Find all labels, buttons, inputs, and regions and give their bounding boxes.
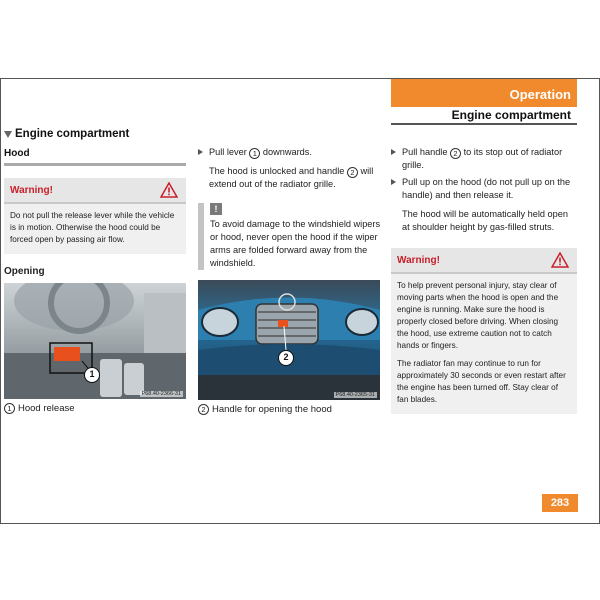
- warning-label: Warning!: [10, 184, 53, 196]
- hood-subtitle: Hood: [4, 148, 186, 166]
- exclamation-icon: !: [210, 203, 222, 215]
- right-column: [391, 146, 577, 414]
- callout-1: 1: [84, 367, 100, 383]
- bullet-text: [209, 146, 312, 159]
- instruction-bullet: [198, 146, 382, 159]
- callout-2: 2: [278, 350, 294, 366]
- warning-text: [391, 274, 577, 414]
- chapter-tab: Operation: [391, 79, 577, 107]
- warning-box-left: [4, 178, 186, 254]
- inline-number: 2: [347, 167, 358, 178]
- warning-paragraph: The radiator fan may continue to run for approximately 30 seconds or even restart after the engine has been turned off. Stay clear of fan blades.: [397, 359, 566, 404]
- warning-header: [391, 248, 577, 274]
- bullet-text-part: to its stop out of radiator grille.: [402, 147, 563, 170]
- hood-release-caption: [4, 403, 186, 414]
- warning-box-right: [391, 248, 577, 414]
- section-title-text: Engine compartment: [15, 128, 130, 140]
- instruction-bullet: [391, 176, 577, 202]
- caption-text: Hood release: [18, 403, 75, 414]
- photo-code: P68.40-2366-31: [141, 391, 181, 397]
- opening-title: Opening: [4, 266, 45, 277]
- warning-triangle-icon: [160, 182, 178, 198]
- section-header: Engine compartment: [391, 108, 577, 125]
- inline-number: 2: [450, 148, 461, 159]
- section-title: [4, 128, 186, 140]
- car-front-illustration: [198, 280, 380, 400]
- para-text-part: will extend out of the radiator grille.: [209, 166, 374, 189]
- warning-paragraph: Do not pull the release lever while the vehicle is in motion. Otherwise the hood could be forced open by passing air flow.: [10, 211, 175, 244]
- instruction-bullet: [391, 146, 577, 172]
- bullet-text: [402, 146, 577, 172]
- caption-text: Handle for opening the hood: [212, 404, 332, 415]
- bullet-arrow-icon: [391, 179, 396, 185]
- note-box: [198, 203, 382, 270]
- triangle-down-icon: [4, 131, 12, 138]
- warning-paragraph: To help prevent personal injury, stay clear of moving parts when the hood is open and the engine is running. Make sure the hood is properly closed before driving. When closing the hood, use extreme caution not to catch hands or fingers.: [397, 281, 559, 350]
- warning-text: [4, 204, 186, 254]
- caption-number: 2: [198, 404, 209, 415]
- note-text: To avoid damage to the windshield wipers or hood, never open the hood if the wiper arms are folded forward away from the windshield.: [210, 219, 381, 268]
- middle-column: [198, 146, 382, 415]
- bullet-arrow-icon: [391, 149, 396, 155]
- para-text-part: The hood is unlocked and handle: [209, 166, 347, 176]
- hood-handle-caption: [198, 404, 382, 415]
- bullet-text-part: downwards.: [260, 147, 312, 157]
- warning-label: Warning!: [397, 254, 440, 266]
- bullet-text-part: Pull handle: [402, 147, 451, 157]
- photo-code: P68.40-2365-31: [335, 392, 375, 398]
- warning-triangle-icon: [551, 252, 569, 268]
- hood-handle-photo: [198, 280, 380, 400]
- page-number: 283: [542, 494, 578, 512]
- result-paragraph: [209, 165, 382, 191]
- caption-number: 1: [4, 403, 15, 414]
- bullet-arrow-icon: [198, 149, 203, 155]
- note-content: [210, 203, 382, 270]
- hood-release-photo: [4, 283, 186, 399]
- note-bar: [198, 203, 204, 270]
- bullet-text-part: Pull lever: [209, 147, 250, 157]
- result-paragraph: The hood will be automatically held open at shoulder height by gas-filled struts.: [402, 209, 568, 232]
- bullet-text: Pull up on the hood (do not pull up on the handle) and then release it.: [402, 177, 571, 200]
- left-column: [4, 124, 186, 414]
- inline-number: 1: [249, 148, 260, 159]
- warning-header: [4, 178, 186, 204]
